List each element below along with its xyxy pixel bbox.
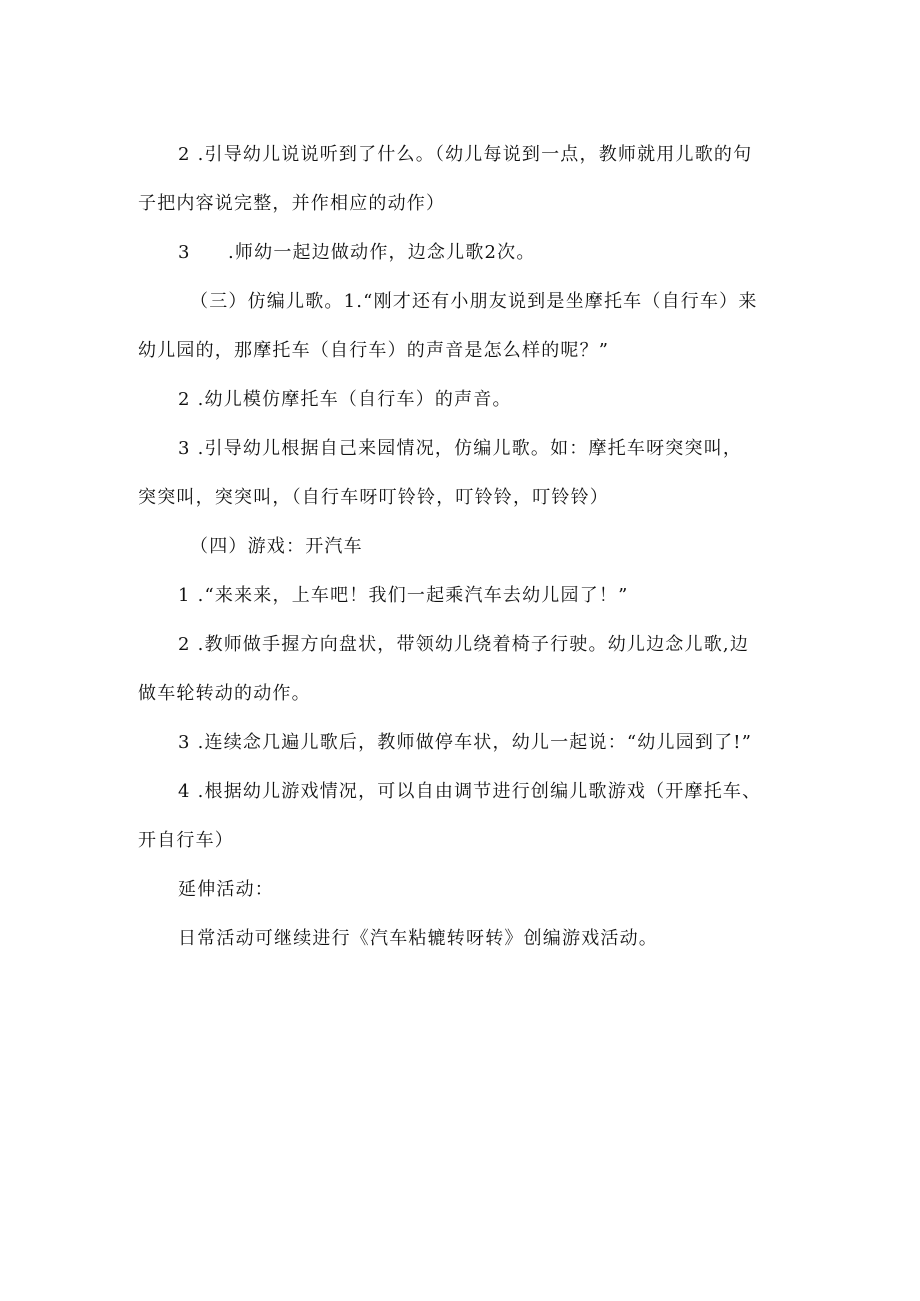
section-heading-4: （四）游戏：开汽车 <box>190 536 363 557</box>
extension-content: 日常活动可继续进行《汽车粘辘转呀转》创编游戏活动。 <box>178 928 658 949</box>
paragraph-line-10: 做车轮转动的动作。 <box>138 683 311 704</box>
paragraph-line-13: 开自行车） <box>138 830 234 851</box>
paragraph-line-7: 突突叫，突突叫，（自行车呀叮铃铃，叮铃铃，叮铃铃） <box>138 487 609 508</box>
paragraph-line-2: 子把内容说完整，并作相应的动作） <box>138 193 446 214</box>
paragraph-line-8: 1 .“来来来，上车吧！我们一起乘汽车去幼儿园了！” <box>178 585 629 606</box>
paragraph-line-12: 4 .根据幼儿游戏情况，可以自由调节进行创编儿歌游戏（开摩托车、 <box>178 781 762 802</box>
extension-heading: 延伸活动： <box>178 879 274 900</box>
paragraph-line-3: .师幼一起边做动作，边念儿歌2次。 <box>228 242 536 263</box>
paragraph-line-1: 2 .引导幼儿说说听到了什么。（幼儿每说到一点，教师就用儿歌的句 <box>178 144 753 165</box>
paragraph-line-11: 3 .连续念几遍儿歌后，教师做停车状，幼儿一起说：“幼儿园到了!” <box>178 732 753 753</box>
paragraph-line-4: 幼儿园的，那摩托车（自行车）的声音是怎么样的呢？” <box>138 340 610 361</box>
paragraph-line-9: 2 .教师做手握方向盘状，带领幼儿绕着椅子行驶。幼儿边念儿歌,边 <box>178 634 750 655</box>
list-number-3: 3 <box>178 242 191 263</box>
paragraph-line-5: 2 .幼儿模仿摩托车（自行车）的声音。 <box>178 389 512 410</box>
section-heading-3: （三）仿编儿歌。1.“刚才还有小朋友说到是坐摩托车（自行车）来 <box>190 291 758 312</box>
paragraph-line-6: 3 .引导幼儿根据自己来园情况，仿编儿歌。如：摩托车呀突突叫， <box>178 438 743 459</box>
